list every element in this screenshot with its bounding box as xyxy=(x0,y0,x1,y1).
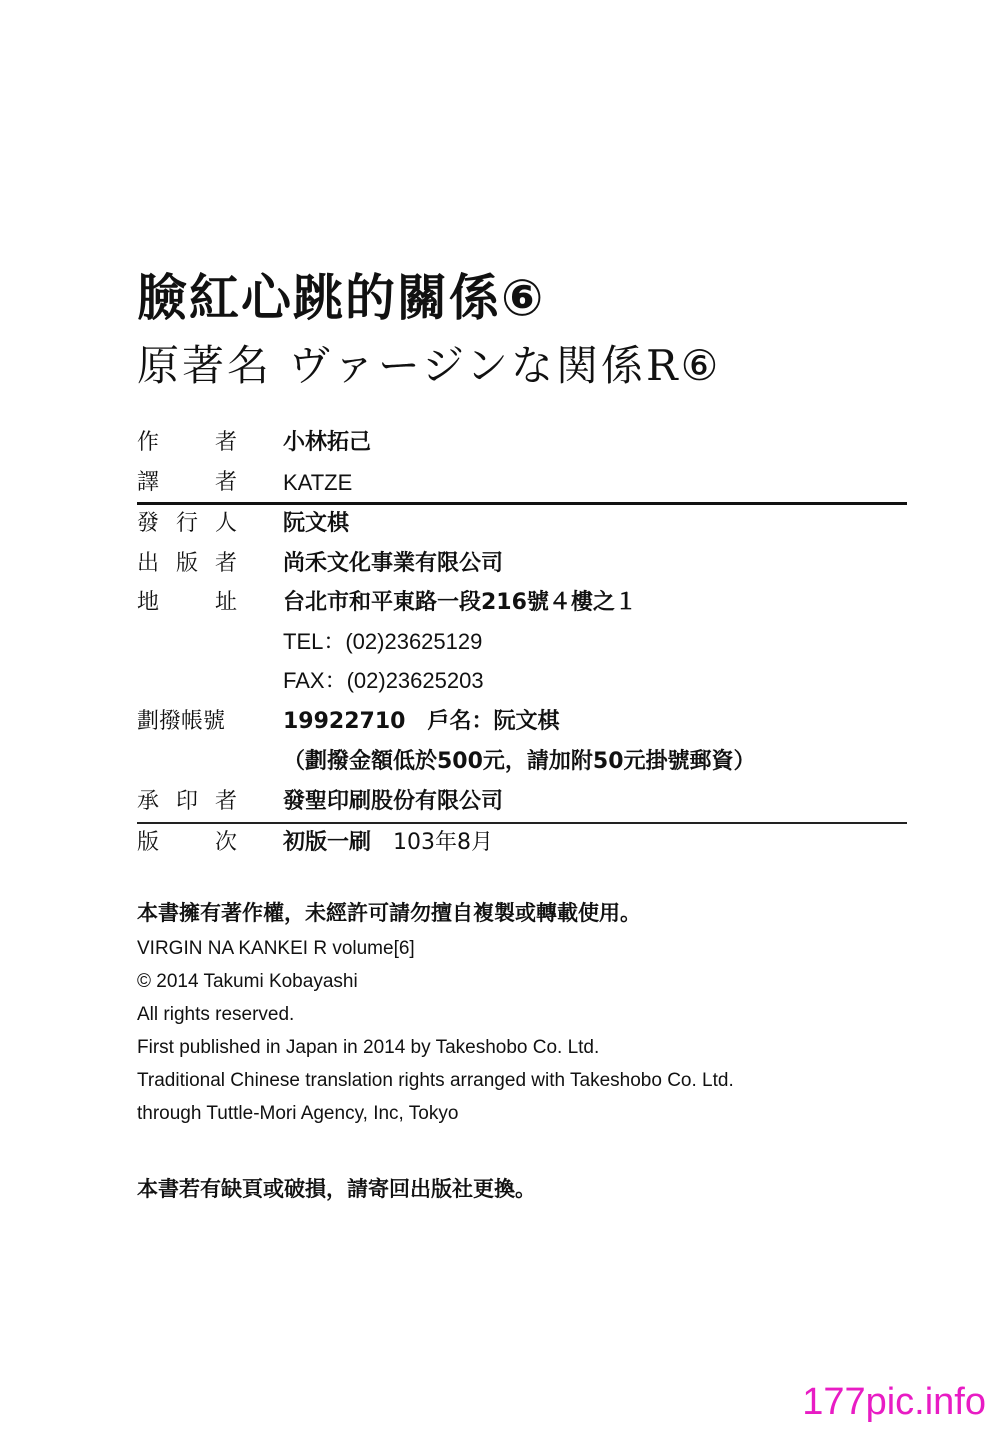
credit-row-fax xyxy=(137,663,907,703)
edition-print: 初版一刷 xyxy=(283,830,372,855)
credit-label: 劃撥帳號 xyxy=(137,709,226,734)
credit-label: 發 行 人 xyxy=(137,511,237,536)
book-title: 臉紅心跳的關係⑥ xyxy=(137,269,546,327)
replacement-notice: 本書若有缺頁或破損，請寄回出版社更換。 xyxy=(137,1177,536,1201)
divider xyxy=(137,822,907,824)
tel-value: TEL：(02)23625129 xyxy=(283,629,483,654)
address-value: 台北市和平東路一段216號４樓之１ xyxy=(283,590,637,615)
author-value: 小林拓己 xyxy=(283,430,372,455)
credit-label: 承 印 者 xyxy=(137,789,237,814)
account-note: （劃撥金額低於500元，請加附50元掛號郵資） xyxy=(283,749,756,774)
printer-value: 發聖印刷股份有限公司 xyxy=(283,789,504,814)
credit-row-author xyxy=(137,425,907,465)
english-line: through Tuttle-Mori Agency, Inc, Tokyo xyxy=(137,1103,459,1124)
english-line: Traditional Chinese translation rights arranged with Takeshobo Co. Ltd. xyxy=(137,1070,734,1091)
original-title: 原著名 ヴァージンな関係R⑥ xyxy=(137,341,722,390)
edition-date: 103年8月 xyxy=(393,830,494,855)
credit-row-tel xyxy=(137,624,907,664)
credit-row-address xyxy=(137,585,907,625)
edition-value xyxy=(283,825,493,861)
credit-label: 地 址 xyxy=(137,590,237,615)
credit-row-account xyxy=(137,704,907,744)
credit-row-publisher xyxy=(137,546,907,586)
account-number: 19922710 xyxy=(283,709,406,734)
account-value xyxy=(283,704,559,740)
credit-label: 譯 者 xyxy=(137,470,237,495)
english-line: VIRGIN NA KANKEI R volume[6] xyxy=(137,938,415,959)
credit-label: 出 版 者 xyxy=(137,551,237,576)
translator-value: KATZE xyxy=(283,470,353,495)
credit-row-edition xyxy=(137,825,907,865)
credit-row-account-note xyxy=(137,744,907,784)
english-line: First published in Japan in 2014 by Takeshobo Co. Ltd. xyxy=(137,1037,600,1058)
credit-row-translator xyxy=(137,465,907,505)
divider xyxy=(137,502,907,505)
credit-label: 作 者 xyxy=(137,430,237,455)
account-holder: 戶名：阮文棋 xyxy=(427,709,560,734)
credit-row-publisher-person xyxy=(137,506,907,546)
english-line: All rights reserved. xyxy=(137,1004,295,1025)
copyright-notice: 本書擁有著作權，未經許可請勿擅自複製或轉載使用。 xyxy=(137,901,641,925)
publisher-value: 尚禾文化事業有限公司 xyxy=(283,551,504,576)
credit-row-printer xyxy=(137,784,907,824)
credit-label: 版 次 xyxy=(137,830,237,855)
english-line: © 2014 Takumi Kobayashi xyxy=(137,971,358,992)
watermark-link[interactable]: 177pic.info xyxy=(802,1381,986,1423)
fax-value: FAX：(02)23625203 xyxy=(283,668,484,693)
publisher-person-value: 阮文棋 xyxy=(283,511,350,536)
